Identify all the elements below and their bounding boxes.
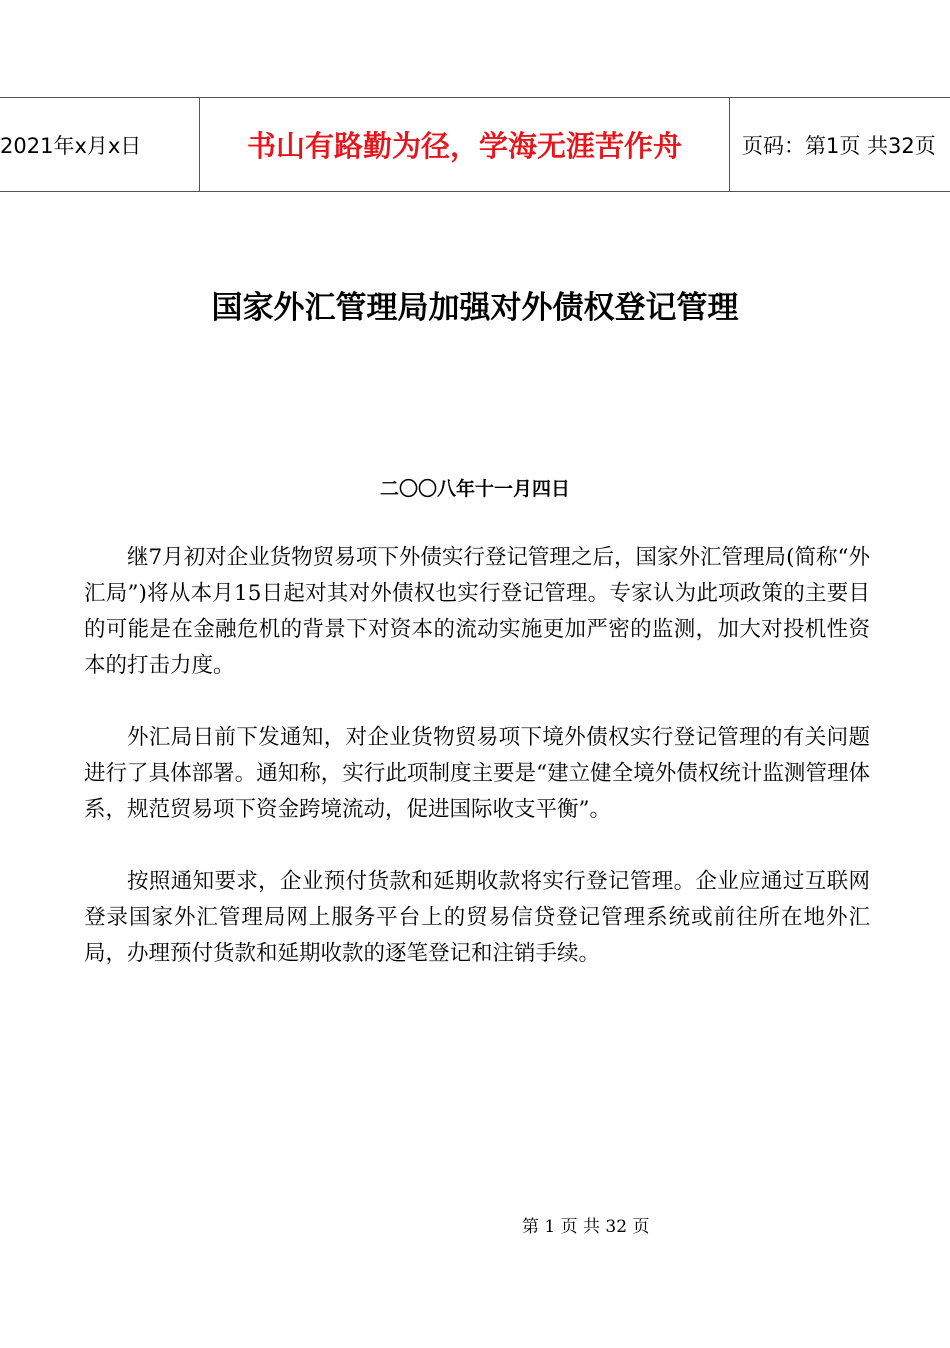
paragraph: 继7月初对企业货物贸易项下外债实行登记管理之后，国家外汇管理局(简称“外汇局”)将从本月15日起对其对外债权也实行登记管理。专家认为此项政策的主要目的可能是在金融危机的背景下对资本的流动实施更加严密的监测，加大对投机性资本的打击力度。 [84,545,870,678]
paragraph: 按照通知要求，企业预付货款和延期收款将实行登记管理。企业应通过互联网登录国家外汇管理局网上服务平台上的贸易信贷登记管理系统或前往所在地外汇局，办理预付货款和延期收款的逐笔登记和注销手续。 [84,869,870,966]
page-footer: 第 1 页 共 32 页 [522,1217,650,1237]
header-table [0,97,950,192]
header-motto: 书山有路勤为径，学海无涯苦作舟 [200,98,730,191]
paragraph: 外汇局日前下发通知，对企业货物贸易项下境外债权实行登记管理的有关问题进行了具体部署。通知称，实行此项制度主要是“建立健全境外债权统计监测管理体系，规范贸易项下资金跨境流动，促进国际收支平衡”。 [84,725,870,822]
document-body [84,540,870,1008]
header-date: 2021年x月x日 [0,98,200,191]
header-page-info: 页码：第1页 共32页 [742,133,936,158]
document-date: 二〇〇八年十一月四日 [379,478,570,500]
document-title: 国家外汇管理局加强对外债权登记管理 [211,290,739,326]
